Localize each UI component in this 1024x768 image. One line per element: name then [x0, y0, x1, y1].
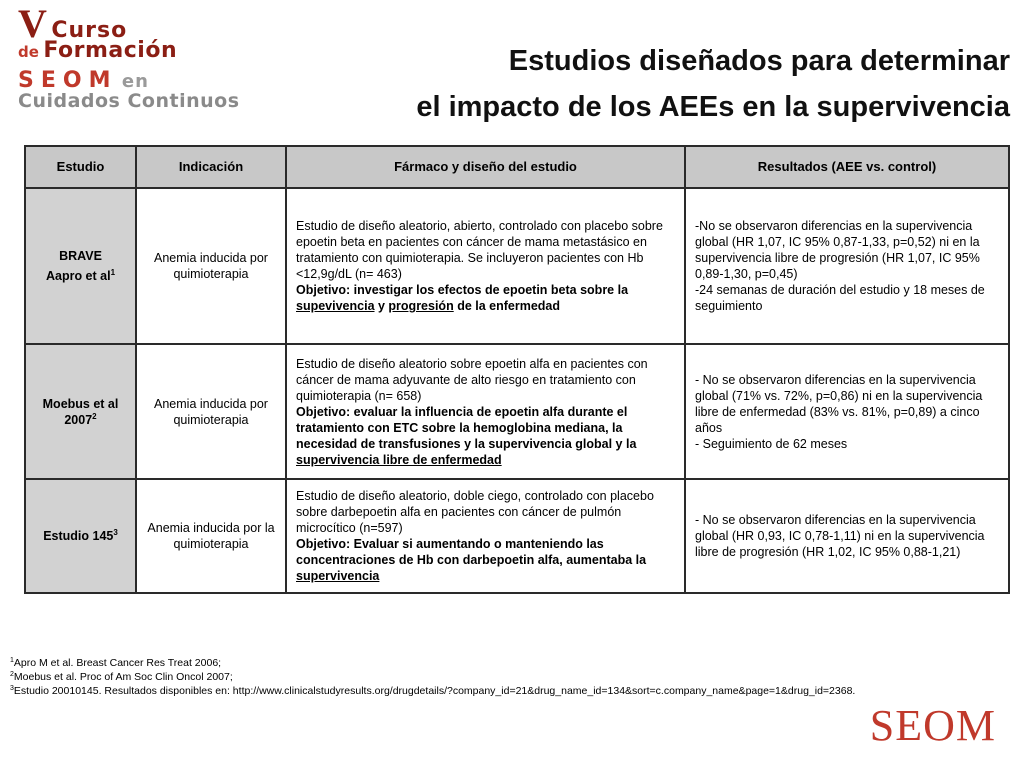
logo-seom: SEOM [18, 68, 118, 93]
cell-indicacion: Anemia inducida por la quimioterapia [136, 479, 286, 593]
slide-title-line1: Estudios diseñados para determinar [508, 45, 1010, 77]
cell-estudio [25, 344, 136, 479]
header-resultados: Resultados (AEE vs. control) [685, 146, 1009, 188]
objective-text: Objetivo: Evaluar si aumentando o manteniendo las concentraciones de Hb con darbepoetin alfa, aumentaba la supervivencia [296, 537, 647, 583]
logo-en: en [121, 71, 149, 92]
objective-text: Objetivo: investigar los efectos de epoetin beta sobre la supevivencia y progresión de la enfermedad [296, 283, 629, 313]
design-text: Estudio de diseño aleatorio, doble ciego, controlado con placebo sobre darbepoetin alfa en pacientes con cáncer de pulmón microcítico (n=597) [296, 489, 654, 535]
studies-table [24, 145, 1010, 594]
logo-v: V [18, 1, 47, 46]
cell-estudio [25, 188, 136, 344]
table-row [25, 479, 1009, 593]
footnote-item: $^3$Estudio 20010145. Resultados disponibles en: http://www.clinicalstudyresults.org/drugdetails/?company_id=21&drug_name_id=134&sort=c.company_name&page=1&drug_id=2368. [10, 685, 856, 697]
result-line: - No se observaron diferencias en la supervivencia global (71% vs. 72%, p=0,86) ni en la supervivencia libre de enfermedad (83% vs. 81%, p=0,89) a cinco años [695, 372, 983, 435]
slide-title [416, 38, 1010, 130]
footnotes [10, 656, 855, 698]
cell-resultados [685, 188, 1009, 344]
cell-resultados [685, 344, 1009, 479]
footnote-ref: 3 [113, 528, 118, 537]
header-indicacion: Indicación [136, 146, 286, 188]
cell-indicacion: Anemia inducida por quimioterapia [136, 188, 286, 344]
study-name: Estudio 145 [43, 529, 114, 543]
design-text: Estudio de diseño aleatorio sobre epoetin alfa en pacientes con cáncer de mama adyuvante de alto riesgo en tratamiento con quimioterapia (n= 658) [296, 356, 648, 403]
logo-curso: Curso [51, 18, 128, 43]
table-header-row [25, 146, 1009, 188]
header-estudio: Estudio [25, 146, 136, 188]
objective-text: Objetivo: evaluar la influencia de epoetin alfa durante el tratamiento con ETC sobre la hemoglobina mediana, la necesidad de transfusiones y la supervivencia global y la supervivencia libre de enfermedad [296, 404, 637, 467]
cell-diseno [286, 188, 685, 344]
header-farmaco-diseno: Fármaco y diseño del estudio [286, 146, 685, 188]
table-row [25, 344, 1009, 479]
logo-formacion: Formación [43, 38, 178, 63]
cell-diseno [286, 344, 685, 479]
cell-resultados [685, 479, 1009, 593]
result-line: - No se observaron diferencias en la supervivencia global (HR 0,93, IC 0,78-1,11) ni en la supervivencia libre de progresión (HR 1,02, IC 95% 0,88-1,21) [695, 513, 985, 559]
logo-cuidados: Cuidados Continuos [18, 90, 240, 112]
cell-estudio [25, 479, 136, 593]
cell-diseno [286, 479, 685, 593]
logo-de: de [18, 43, 39, 61]
seom-logo: SEOM [869, 701, 996, 750]
footnote-item: $^2$Moebus et al. Proc of Am Soc Clin Oncol 2007; [10, 671, 233, 683]
cell-indicacion: Anemia inducida por quimioterapia [136, 344, 286, 479]
footnote-ref: 2 [92, 411, 97, 421]
design-text: Estudio de diseño aleatorio, abierto, controlado con placebo sobre epoetin beta en pacientes con cáncer de mama metastásico en tratamiento con quimioterapia. Se incluyeron pacientes con Hb <12,9g/dL (n= 463) [296, 219, 663, 281]
result-line: - Seguimiento de 62 meses [695, 436, 848, 451]
study-name: Moebus et al 2007 [42, 396, 119, 427]
footnote-ref: 1 [110, 268, 116, 277]
study-author: Aapro et al [45, 269, 111, 283]
curso-formacion-logo [16, 1, 266, 116]
table-row [25, 188, 1009, 344]
result-line: -No se observaron diferencias en la supervivencia global (HR 1,07, IC 95% 0,87-1,33, p=0,52) ni en la supervivencia libre de progresión (HR 1,07, IC 95% 0,89-1,30, p=0,45) [695, 219, 980, 281]
study-name: BRAVE [59, 249, 102, 263]
result-line: -24 semanas de duración del estudio y 18 meses de seguimiento [695, 283, 985, 313]
slide-title-line2: el impacto de los AEEs en la supervivencia [416, 91, 1010, 123]
footnote-item: $^1$Apro M et al. Breast Cancer Res Treat 2006; [10, 657, 222, 669]
